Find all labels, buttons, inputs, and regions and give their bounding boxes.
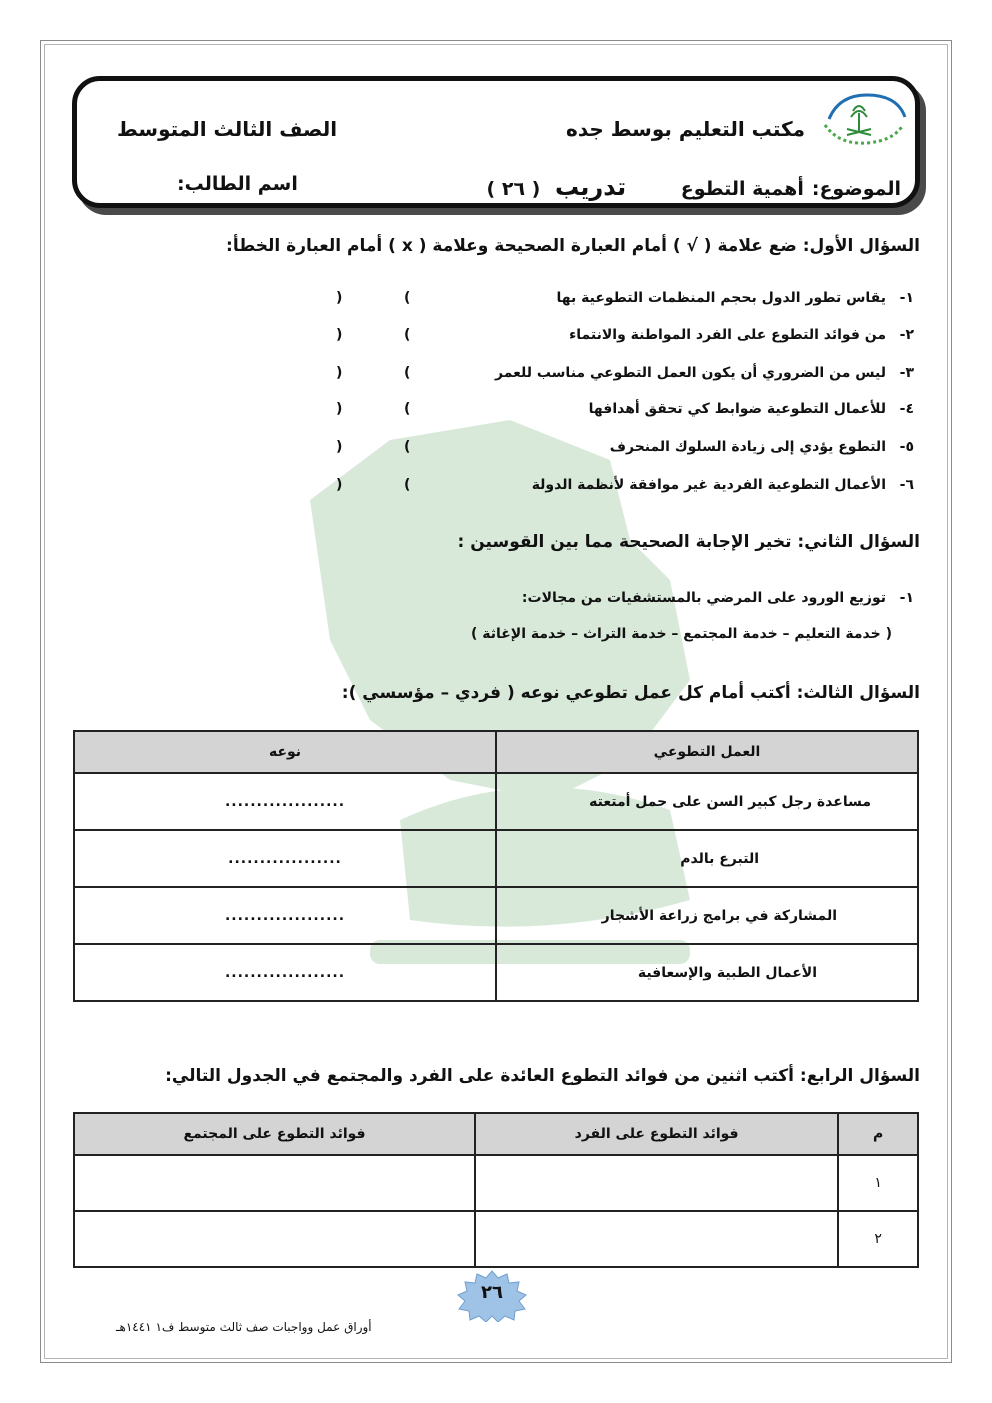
q1-item-2-text: من فوائد التطوع على الفرد المواطنة والانتماء [569, 327, 886, 343]
grade-label: الصف الثالث المتوسط [117, 117, 338, 141]
q4-col-num: م [838, 1113, 918, 1155]
header-box [72, 76, 920, 208]
q4-col-society: فوائد التطوع على المجتمع [74, 1113, 475, 1155]
q3-col-work: العمل التطوعي [496, 731, 918, 773]
q1-item-5-text: التطوع يؤدي إلى زيادة السلوك المنحرف [609, 439, 886, 455]
topic-line [281, 173, 901, 201]
q4-title: السؤال الرابع: أكتب اثنين من فوائد التطوع العائدة على الفرد والمجتمع في الجدول التالي: [165, 1066, 920, 1086]
q4-individual-2[interactable] [475, 1211, 838, 1267]
q1-item-3: ٣-ليس من الضروري أن يكون العمل التطوعي مناسب للعمر ) ( [336, 365, 914, 381]
q4-society-2[interactable] [74, 1211, 475, 1267]
q3-type-3[interactable]: ................... [74, 887, 496, 944]
q1-item-6: ٦-الأعمال التطوعية الفردية غير موافقة لأنظمة الدولة ) ( [336, 477, 914, 493]
q4-num-2: ٢ [838, 1211, 918, 1267]
q2-title: السؤال الثاني: تخير الإجابة الصحيحة مما بين القوسين : [457, 532, 920, 552]
topic-label: الموضوع: [811, 178, 901, 200]
training-number: ( ٢٦ ) [486, 178, 541, 200]
table-row [74, 887, 918, 944]
q3-title: السؤال الثالث: أكتب أمام كل عمل تطوعي نوعه ( فردي – مؤسسي ): [341, 683, 920, 703]
q2-item [522, 590, 914, 606]
q1-item-3-num: ٣- [899, 365, 914, 381]
q1-item-1-num: ١- [899, 290, 914, 306]
topic-value: أهمية التطوع [680, 178, 804, 200]
q3-table-header [74, 731, 918, 773]
q2-item-num: ١- [899, 590, 914, 606]
q1-item-2-num: ٢- [899, 327, 914, 343]
table-row [74, 1211, 918, 1267]
q4-table [73, 1112, 919, 1268]
q2-options: ( خدمة التعليم – خدمة المجتمع – خدمة التراث – خدمة الإغاثة ) [470, 626, 892, 642]
q1-item-6-text: الأعمال التطوعية الفردية غير موافقة لأنظمة الدولة [531, 477, 886, 493]
ministry-logo-icon [819, 89, 909, 147]
student-name-label: اسم الطالب: [177, 173, 298, 195]
q3-type-1[interactable]: ................... [74, 773, 496, 830]
q4-society-1[interactable] [74, 1155, 475, 1211]
q3-table [73, 730, 919, 1002]
q3-work-4: الأعمال الطبية والإسعافية [496, 944, 918, 1001]
q1-item-4-num: ٤- [899, 401, 914, 417]
q1-item-4-text: للأعمال التطوعية ضوابط كي تحقق أهدافها [588, 401, 886, 417]
q3-type-2[interactable]: .................. [74, 830, 496, 887]
q3-col-type: نوعه [74, 731, 496, 773]
q4-num-1: ١ [838, 1155, 918, 1211]
q3-work-3: المشاركة في برامج زراعة الأشجار [496, 887, 918, 944]
q4-table-header [74, 1113, 918, 1155]
q3-work-1: مساعدة رجل كبير السن على حمل أمتعته [496, 773, 918, 830]
q1-title: السؤال الأول: ضع علامة ( √ ) أمام العبارة الصحيحة وعلامة ( x ) أمام العبارة الخطأ: [226, 236, 920, 256]
q1-item-1-text: يقاس تطور الدول بحجم المنظمات التطوعية بها [556, 290, 886, 306]
table-row [74, 1155, 918, 1211]
q1-item-6-num: ٦- [899, 477, 914, 493]
q1-item-1: ١-يقاس تطور الدول بحجم المنظمات التطوعية بها ) ( [336, 290, 914, 306]
q1-item-4: ٤-للأعمال التطوعية ضوابط كي تحقق أهدافها ) ( [336, 401, 914, 417]
page-number: ٢٦ [481, 1282, 503, 1303]
table-row [74, 830, 918, 887]
footer-text: أوراق عمل وواجبات صف ثالث متوسط ف١ ١٤٤١هـ [116, 1320, 372, 1334]
q4-col-individual: فوائد التطوع على الفرد [475, 1113, 838, 1155]
q2-item-text: توزيع الورود على المرضي بالمستشفيات من مجالات: [521, 590, 886, 606]
table-row [74, 773, 918, 830]
office-name: مكتب التعليم بوسط جده [566, 117, 805, 141]
q4-individual-1[interactable] [475, 1155, 838, 1211]
q1-item-5-num: ٥- [899, 439, 914, 455]
training-label: تدريب [554, 173, 627, 201]
q1-item-3-text: ليس من الضروري أن يكون العمل التطوعي مناسب للعمر [495, 365, 886, 381]
q1-item-5: ٥-التطوع يؤدي إلى زيادة السلوك المنحرف ) ( [336, 439, 914, 455]
q1-item-2: ٢-من فوائد التطوع على الفرد المواطنة والانتماء ) ( [336, 327, 914, 343]
q3-work-2: التبرع بالدم [496, 830, 918, 887]
table-row [74, 944, 918, 1001]
q3-type-4[interactable]: ................... [74, 944, 496, 1001]
